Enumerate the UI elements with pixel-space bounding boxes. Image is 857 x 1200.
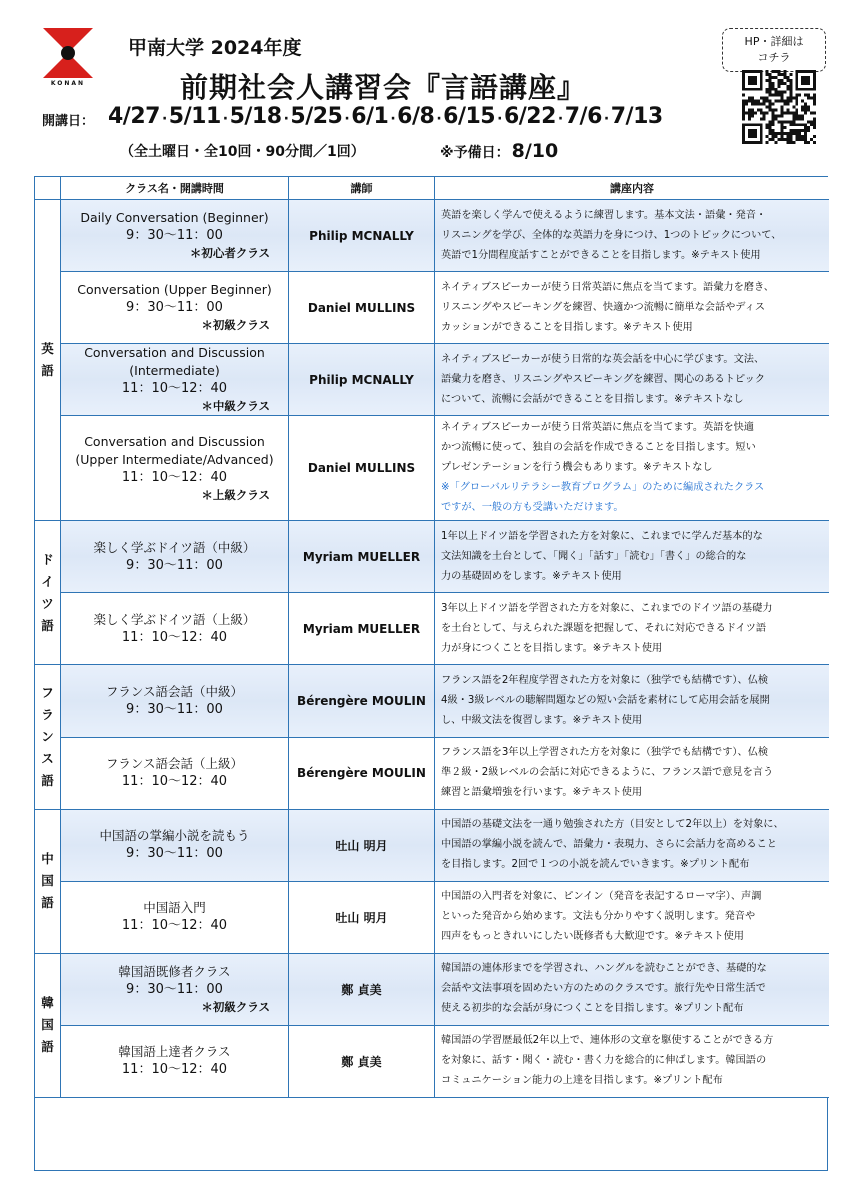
qr-code[interactable] (742, 70, 816, 144)
class-name: 韓国語上達者クラス (118, 1044, 231, 1060)
date-item: 6/8 (397, 104, 435, 129)
teacher-cell: 鄭 貞美 (289, 954, 435, 1026)
class-level: ＊上級クラス (201, 487, 270, 502)
content-line: リスニングを学び、全体的な英語力を身につけ、1つのトピックについて、 (441, 229, 782, 241)
teacher-cell: Philip MCNALLY (289, 200, 435, 272)
spare-label: ※予備日： (440, 145, 510, 161)
content-line: 四声をもっときれいにしたい既修者も大歓迎です。※テキスト使用 (441, 931, 744, 943)
date-item: 7/13 (610, 104, 663, 129)
class-level: ＊初心者クラス (189, 246, 270, 261)
content-line: といった発音から始めます。文法も分かりやすく説明します。発音や (441, 911, 756, 923)
language-char: ド (41, 551, 54, 567)
content-line: 英語で1分間程度話すことができることを目指します。※テキスト使用 (441, 249, 761, 261)
class-name: Conversation and Discussion (84, 345, 265, 361)
content-line: フランス語を3年以上学習された方を対象に（独学でも結構です）、仏検 (441, 747, 769, 759)
content-cell (435, 738, 829, 810)
class-time: 11：10〜12：40 (121, 918, 228, 934)
teacher-cell: 吐山 明月 (289, 810, 435, 882)
content-line: コミュニケーション能力の上達を目指します。※プリント配布 (441, 1075, 723, 1087)
content-line: を土台として、与えられた課題を把握して、それに対応できるドイツ語 (441, 622, 767, 634)
date-item: 6/1 (351, 104, 389, 129)
class-level: ＊中級クラス (201, 399, 270, 414)
class-cell (61, 738, 289, 810)
language-char: ン (41, 728, 54, 744)
content-line: 韓国語の学習歴最低2年以上で、連体形の文章を駆使することができる方 (441, 1035, 774, 1047)
content-line: かつ流暢に使って、独自の会話を作成できることを目指します。短い (441, 442, 756, 454)
class-time: 9：30〜11：00 (126, 981, 223, 997)
content-cell (435, 521, 829, 593)
language-char: ス (41, 750, 54, 766)
class-name: 中国語入門 (143, 900, 206, 916)
content-line: 力が身につくことを目指します。※テキスト使用 (441, 642, 663, 654)
content-line: について、流暢に会話ができることを目指します。※テキストなし (441, 393, 744, 405)
date-item: 5/11 (168, 104, 221, 129)
date-item: 7/6 (564, 104, 602, 129)
class-cell (61, 200, 289, 272)
class-time: 9：30〜11：00 (126, 846, 223, 862)
language-char: 語 (41, 895, 54, 911)
course-table (34, 176, 828, 1171)
date-item: 6/15 (443, 104, 496, 129)
content-line: リスニングやスピーキングを練習、快適かつ流暢に簡単な会話やディス (441, 301, 766, 313)
class-time: 11：10〜12：40 (121, 774, 228, 790)
header-class: クラス名・開講時間 (61, 177, 289, 200)
language-char: イ (41, 573, 54, 589)
class-name: フランス語会話（上級） (105, 756, 244, 772)
logo-wordmark: KONAN (50, 80, 86, 87)
class-cell (61, 344, 289, 416)
language-label (35, 954, 61, 1098)
content-cell (435, 593, 829, 665)
class-name: フランス語会話（中級） (105, 683, 244, 699)
content-line: 中国語の掌編小説を読んで、語彙力・表現力、さらに会話力を高めること (441, 839, 777, 851)
content-cell (435, 810, 829, 882)
class-time: 11：10〜12：40 (121, 629, 228, 645)
content-line: し、中級文法を復習します。※テキスト使用 (441, 714, 643, 726)
language-label (35, 665, 61, 809)
class-cell (61, 593, 289, 665)
content-line: 力の基礎固めをします。※テキスト使用 (441, 570, 622, 582)
hp-link-box[interactable] (722, 28, 826, 72)
class-cell (61, 416, 289, 521)
class-cell (61, 810, 289, 882)
content-line: 準２級・2級レベルの会話に対応できるように、フランス語で意見を言う (441, 767, 774, 779)
content-line: 1年以上ドイツ語を学習された方を対象に、これまでに学んだ基本的な (441, 530, 763, 542)
content-cell (435, 200, 829, 272)
language-char: 中 (41, 851, 54, 867)
class-name: Conversation and Discussion (84, 433, 265, 449)
class-name: 韓国語既修者クラス (118, 963, 231, 979)
class-cell (61, 665, 289, 737)
content-note: ※「グローバルリテラシー教育プログラム」のために編成されたクラス (441, 482, 765, 494)
content-line: プレゼンテーションを行う機会もあります。※テキストなし (441, 462, 713, 474)
content-line: 中国語の基礎文法を一通り勉強された方（目安として2年以上）を対象に、 (441, 819, 784, 831)
session-dates: 4/27 ·5/11 ·5/18 ·5/25 ·6/1 ·6/8 ·6/15 ·6/22 ·7/6 ·7/13 (108, 104, 663, 129)
content-line: を目指します。2回で１つの小説を読んでいきます。※プリント配布 (441, 859, 750, 871)
teacher-cell: 吐山 明月 (289, 882, 435, 954)
content-line: ネイティブスピーカーが使う日常英語に焦点を当てます。英語を快適 (441, 422, 754, 434)
language-char: 語 (41, 1039, 54, 1055)
class-name: (Intermediate) (129, 363, 220, 379)
language-char: 英 (41, 341, 54, 357)
content-line: 3年以上ドイツ語を学習された方を対象に、これまでのドイツ語の基礎力 (441, 602, 773, 614)
content-cell (435, 416, 829, 521)
date-item: 4/27 (108, 104, 160, 129)
class-cell (61, 521, 289, 593)
content-line: 練習と語彙増強を行います。※テキスト使用 (441, 787, 643, 799)
content-line: ネイティブスピーカーが使う日常的な英会話を中心に学びます。文法、 (441, 353, 765, 365)
date-item: 5/18 (229, 104, 282, 129)
class-cell (61, 882, 289, 954)
class-cell (61, 1026, 289, 1098)
content-line: 韓国語の連体形までを学習され、ハングルを読むことができ、基礎的な (441, 963, 767, 975)
class-level: ＊初級クラス (201, 318, 270, 333)
class-time: 9：30〜11：00 (126, 228, 223, 244)
class-time: 11：10〜12：40 (121, 381, 228, 397)
class-time: 11：10〜12：40 (121, 1062, 228, 1078)
content-cell (435, 1026, 829, 1098)
class-cell (61, 954, 289, 1026)
language-label (35, 810, 61, 954)
class-time: 9：30〜11：00 (126, 300, 223, 316)
content-line: フランス語を2年程度学習された方を対象に（独学でも結構です）、仏検 (441, 674, 769, 686)
spare-date: 8/10 (511, 140, 559, 162)
content-cell (435, 954, 829, 1026)
language-char: 語 (41, 617, 54, 633)
spare-day (440, 140, 558, 162)
date-item: 6/22 (503, 104, 556, 129)
hp-line2: コチラ (757, 51, 791, 64)
class-cell (61, 272, 289, 344)
language-label (35, 200, 61, 521)
content-note: ですが、一般の方も受講いただけます。 (441, 502, 624, 514)
content-line: カッションができることを目指します。※テキスト使用 (441, 321, 693, 333)
class-time: 9：30〜11：00 (126, 701, 223, 717)
content-line: 英語を楽しく学んで使えるように練習します。基本文法・語彙・発音・ (441, 209, 767, 221)
konan-logo (40, 26, 96, 80)
language-char: ラ (41, 706, 54, 722)
content-cell (435, 882, 829, 954)
page-title: 前期社会人講習会『言語講座』 (180, 71, 587, 104)
class-level: ＊初級クラス (201, 999, 270, 1014)
language-label (35, 521, 61, 665)
content-line: 使える初歩的な会話が身につくことを目指します。※プリント配布 (441, 1003, 744, 1015)
content-line: 文法知識を土台として、「聞く」「話す」「読む」「書く」の総合的な (441, 550, 747, 562)
teacher-cell: Bérengère MOULIN (289, 665, 435, 737)
language-char: 国 (41, 1017, 54, 1033)
schedule-note: （全土曜日・全10回・90分間／1回） (120, 144, 365, 160)
class-time: 11：10〜12：40 (121, 469, 228, 485)
language-char: 語 (41, 363, 54, 379)
class-name: 中国語の掌編小説を読もう (99, 828, 250, 844)
language-char: 語 (41, 772, 54, 788)
class-name: 楽しく学ぶドイツ語（中級） (93, 539, 256, 555)
teacher-cell: Daniel MULLINS (289, 416, 435, 521)
class-name: (Upper Intermediate/Advanced) (75, 451, 274, 467)
teacher-cell: Myriam MUELLER (289, 521, 435, 593)
content-line: を対象に、話す・聞く・読む・書く力を総合的に伸ばします。韓国語の (441, 1055, 767, 1067)
date-item: 5/25 (290, 104, 343, 129)
language-char: 韓 (41, 995, 54, 1011)
page-subtitle: 甲南大学 2024年度 (128, 37, 302, 59)
language-char: ツ (41, 595, 54, 611)
content-line: 4級・3級レベルの聴解問題などの短い会話を素材にして応用会話を展開 (441, 694, 770, 706)
class-name: Conversation (Upper Beginner) (77, 282, 272, 298)
content-cell (435, 344, 829, 416)
teacher-cell: Myriam MUELLER (289, 593, 435, 665)
teacher-cell: Bérengère MOULIN (289, 738, 435, 810)
header-teacher: 講師 (289, 177, 435, 200)
teacher-cell: Philip MCNALLY (289, 344, 435, 416)
content-cell (435, 272, 829, 344)
content-line: 中国語の入門者を対象に、ピンイン（発音を表記するローマ字）、声調 (441, 891, 762, 903)
teacher-cell: 鄭 貞美 (289, 1026, 435, 1098)
content-line: 会話や文法事項を固めたい方のためのクラスです。旅行先や日常生活で (441, 983, 766, 995)
content-line: 語彙力を磨き、リスニングやスピーキングを練習、関心のあるトピック (441, 373, 766, 385)
header-content: 講座内容 (435, 177, 829, 200)
hp-line1: HP・詳細は (744, 35, 804, 48)
language-char: 国 (41, 873, 54, 889)
language-char: フ (41, 684, 54, 700)
class-name: Daily Conversation (Beginner) (80, 210, 269, 226)
teacher-cell: Daniel MULLINS (289, 272, 435, 344)
dates-label: 開講日： (42, 114, 95, 129)
content-line: ネイティブスピーカーが使う日常英語に焦点を当てます。語彙力を磨き、 (441, 281, 774, 293)
header-corner (35, 177, 61, 200)
content-cell (435, 665, 829, 737)
class-time: 9：30〜11：00 (126, 557, 223, 573)
class-name: 楽しく学ぶドイツ語（上級） (93, 611, 256, 627)
